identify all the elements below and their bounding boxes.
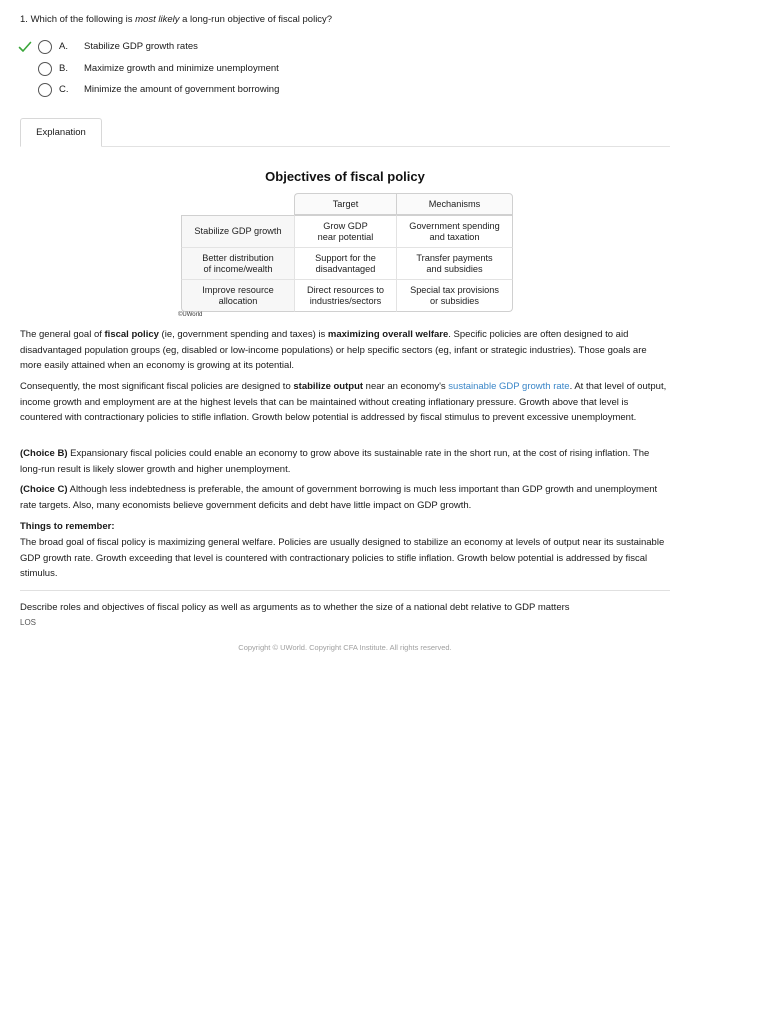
question-text <box>20 14 332 25</box>
text-span: Consequently, the most significant fiscal policies are designed to <box>20 381 294 392</box>
explanation-paragraph-1 <box>20 327 670 374</box>
choice-b-explanation <box>20 446 670 477</box>
los-label: LOS <box>20 618 37 627</box>
los-description: Describe roles and objectives of fiscal policy as well as arguments as to whether the size of a national debt relative to GDP matters <box>20 602 570 613</box>
choice-text: Stabilize GDP growth rates <box>84 41 198 52</box>
explanation-paragraph-2 <box>20 379 670 426</box>
cell-line: or subsidies <box>429 295 480 306</box>
text-span: (ie, government spending and taxes) is <box>158 329 328 340</box>
row-label <box>181 248 294 280</box>
bold-term: fiscal policy <box>104 329 159 340</box>
sustainable-growth-link[interactable]: sustainable GDP growth rate <box>448 381 570 392</box>
row-label <box>181 215 294 248</box>
figure-title: Objectives of fiscal policy <box>265 169 425 184</box>
table-row <box>181 280 513 312</box>
cell-line: of income/wealth <box>203 263 273 274</box>
text-span: . Specific policies are often designed to aid disadvantaged population groups (eg, disabled or low-income populations) or help specific sectors (eg, infant or strategic industries). Those goals are more easily attained when an economy is growing at its potential. <box>20 329 647 371</box>
choice-b[interactable] <box>18 61 418 79</box>
radio-button-c[interactable] <box>38 83 52 97</box>
figure-credit: ©UWorld <box>178 312 203 318</box>
text-span: The general goal of <box>20 329 105 340</box>
mechanism-cell <box>396 280 513 312</box>
cell-line: Government spending <box>409 220 500 231</box>
choice-letter: A. <box>59 41 68 52</box>
cell-line: near potential <box>317 231 374 242</box>
cell-line: Direct resources to <box>306 284 385 295</box>
cell-line: industries/sectors <box>309 295 382 306</box>
choice-letter: C. <box>59 84 69 95</box>
things-to-remember-title <box>20 519 670 535</box>
question-suffix: a long-run objective of fiscal policy? <box>182 14 333 25</box>
text-span: . At that level of output, income growth and employment are at the highest levels that can be maintained without creating inflationary pressure. Growth above that level is countered with contractionary policies to stifle inflation. Growth below potential is addressed by fiscal stimulus to prevent excessive unemployment. <box>20 381 667 423</box>
cell-line: allocation <box>218 295 258 306</box>
table-corner <box>181 193 294 215</box>
table-row <box>181 248 513 280</box>
table-row <box>181 215 513 248</box>
divider <box>20 590 670 591</box>
choice-a[interactable] <box>18 39 418 57</box>
target-cell <box>294 248 396 280</box>
cell-line: Grow GDP <box>323 220 368 231</box>
radio-button-a[interactable] <box>38 40 52 54</box>
text-span: near an economy's <box>363 381 449 392</box>
target-cell <box>294 215 396 248</box>
column-header-mechanisms: Mechanisms <box>396 193 513 215</box>
target-cell <box>294 280 396 312</box>
fiscal-policy-table <box>181 193 513 312</box>
choice-label: (Choice B) <box>20 448 68 459</box>
choice-text: Minimize the amount of government borrowing <box>84 84 280 95</box>
question-emphasis: most likely <box>135 14 180 25</box>
column-header-target: Target <box>294 193 396 215</box>
cell-line: and taxation <box>429 231 480 242</box>
cell-line: Transfer payments <box>416 252 493 263</box>
cell-line: Better distribution <box>202 252 274 263</box>
choice-c-explanation <box>20 482 670 513</box>
choice-letter: B. <box>59 63 68 74</box>
tab-explanation[interactable]: Explanation <box>20 118 102 147</box>
copyright-notice: Copyright © UWorld. Copyright CFA Institute. All rights reserved. <box>238 643 452 652</box>
cell-line: Stabilize GDP growth <box>194 226 282 236</box>
mechanism-cell <box>396 215 513 248</box>
text-span: Although less indebtedness is preferable, the amount of government borrowing is much less important than GDP growth and unemployment rate targets. Also, many economists believe government deficits and debt have little impact on GDP growth. <box>20 484 658 511</box>
tab-bar <box>20 118 670 147</box>
remember-heading: Things to remember: <box>20 521 115 532</box>
row-label <box>181 280 294 312</box>
cell-line: Support for the <box>315 252 376 263</box>
text-span: Expansionary fiscal policies could enable an economy to grow above its sustainable rate in the short run, at the cost of rising inflation. The long-run result is likely slower growth and higher unemployment. <box>20 448 650 475</box>
radio-button-b[interactable] <box>38 62 52 76</box>
things-to-remember-text: The broad goal of fiscal policy is maximizing general welfare. Policies are usually designed to stabilize an economy at levels of output near its sustainable GDP growth rate. Growth exceeding that level is countered with contractionary policies to stifle inflation. Growth below potential is addressed by fiscal stimulus. <box>20 537 665 579</box>
cell-line: and subsidies <box>426 263 483 274</box>
cell-line: Improve resource <box>202 284 274 295</box>
bold-term: maximizing overall welfare <box>327 329 449 340</box>
cell-line: disadvantaged <box>315 263 376 274</box>
choice-text: Maximize growth and minimize unemployment <box>84 63 279 74</box>
choice-c[interactable] <box>18 82 418 100</box>
choice-label: (Choice C) <box>20 484 68 495</box>
question-prefix: Which of the following is <box>30 14 133 25</box>
correct-check-icon <box>18 40 32 54</box>
cell-line: Special tax provisions <box>410 284 499 295</box>
bold-term: stabilize output <box>293 381 364 392</box>
question-number: 1. <box>20 14 28 25</box>
mechanism-cell <box>396 248 513 280</box>
